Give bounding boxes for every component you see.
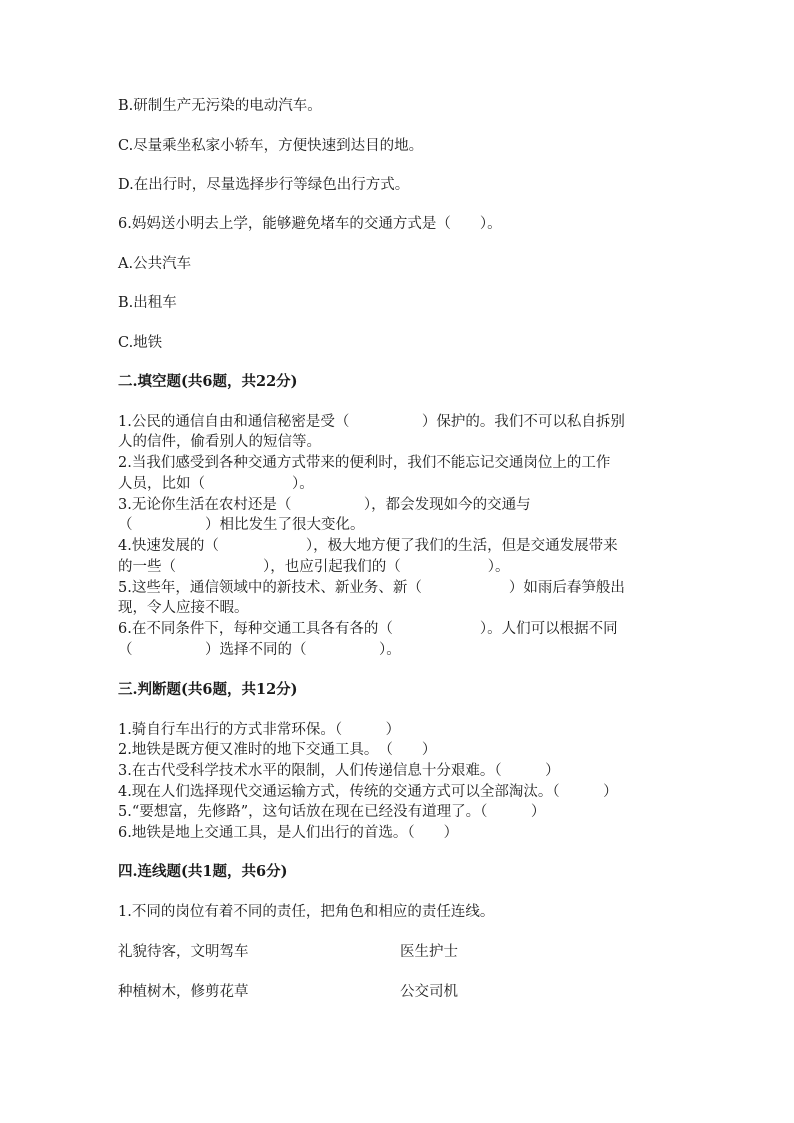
q5-option-d: D.在出行时，尽量选择步行等绿色出行方式。 [118,177,410,193]
fill-line: 现，令人应接不暇。 [118,600,249,616]
q6-option-b: B.出租车 [118,295,177,311]
judge-line: 4.现在人们选择现代交通运输方式，传统的交通方式可以全部淘汰。（ ） [118,784,618,800]
fill-line: 6.在不同条件下，每种交通工具各有各的（ ）。人们可以根据不同 [118,621,618,637]
match-left-item: 种植树木，修剪花草 [118,984,249,1000]
q6-stem: 6.妈妈送小明去上学，能够避免堵车的交通方式是（ ）。 [118,216,502,232]
judge-line: 1.骑自行车出行的方式非常环保。（ ） [118,722,401,738]
fill-line: 的一些（ ），也应引起我们的（ ）。 [118,559,510,575]
section-heading-judge: 三.判断题(共6题，共12分) [118,681,298,698]
fill-line: 人员，比如（ ）。 [118,476,314,492]
fill-line: 2.当我们感受到各种交通方式带来的便利时，我们不能忘记交通岗位上的工作 [118,455,611,471]
fill-line: 5.这些年，通信领域中的新技术、新业务、新（ ）如雨后春笋般出 [118,580,625,596]
q5-option-c: C.尽量乘坐私家小轿车，方便快速到达目的地。 [118,138,424,154]
fill-line: 4.快速发展的（ ），极大地方便了我们的生活，但是交通发展带来 [118,538,618,554]
fill-line: （ ）相比发生了很大变化。 [118,517,365,533]
judge-line: 2.地铁是既方便又准时的地下交通工具。 （ ） [118,742,437,758]
fill-line: 人的信件，偷看别人的短信等。 [118,434,321,450]
q6-option-a: A.公共汽车 [118,256,192,272]
match-right-item: 公交司机 [400,984,458,1000]
fill-line: 3.无论你生活在农村还是（ ），都会发现如今的交通与 [118,497,531,513]
section-heading-match: 四.连线题(共1题，共6分) [118,863,288,880]
match-right-item: 医生护士 [400,944,458,960]
judge-line: 5.“要想富，先修路”，这句话放在现在已经没有道理了。（ ） [118,804,546,820]
judge-line: 6.地铁是地上交通工具，是人们出行的首选。（ ） [118,825,459,841]
match-left-item: 礼貌待客，文明驾车 [118,944,249,960]
q5-option-b: B.研制生产无污染的电动汽车。 [118,98,322,114]
fill-line: 1.公民的通信自由和通信秘密是受（ ）保护的。我们不可以私自拆别 [118,414,625,430]
match-stem: 1.不同的岗位有着不同的责任，把角色和相应的责任连线。 [118,904,495,920]
section-heading-fill: 二.填空题(共6题，共22分) [118,373,298,390]
fill-line: （ ）选择不同的（ ）。 [118,642,401,658]
judge-line: 3.在古代受科学技术水平的限制，人们传递信息十分艰难。（ ） [118,763,560,779]
q6-option-c: C.地铁 [118,335,163,351]
